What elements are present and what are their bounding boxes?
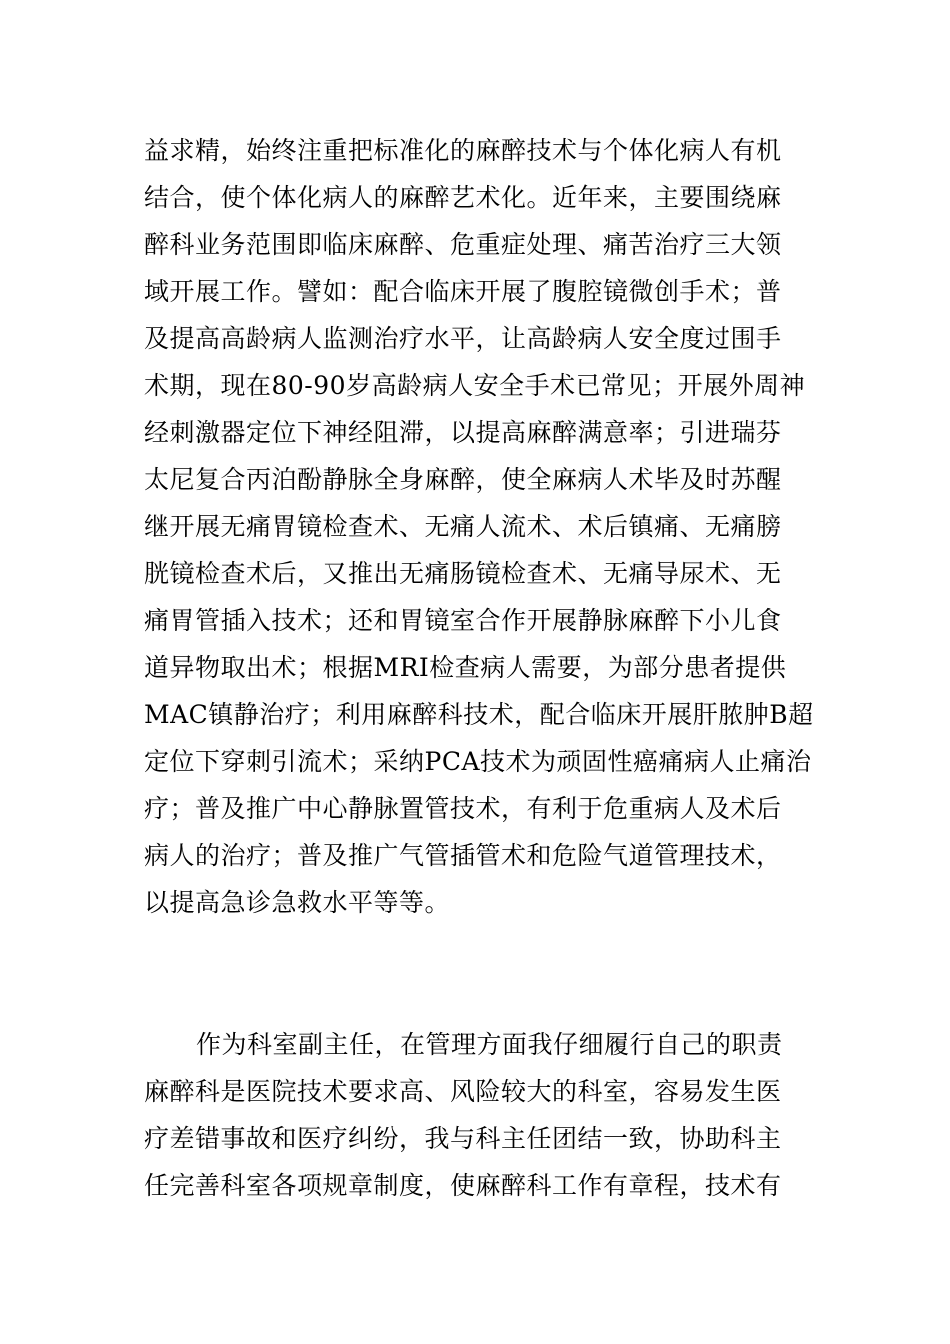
paragraph-1-line: 胱镜检查术后，又推出无痛肠镜检查术、无痛导尿术、无 [144, 559, 782, 588]
paragraph-1-line: 经刺激器定位下神经阻滞，以提高麻醉满意率；引进瑞芬 [144, 418, 782, 447]
paragraph-1-line: 以提高急诊急救水平等等。 [144, 888, 451, 917]
paragraph-1-line: 道异物取出术；根据MRI检查病人需要，为部分患者提供 [144, 653, 787, 682]
paragraph-2-line: 麻醉科是医院技术要求高、风险较大的科室，容易发生医 [144, 1077, 782, 1106]
paragraph-1-line: 疗；普及推广中心静脉置管技术，有利于危重病人及术后 [144, 794, 782, 823]
paragraph-1-line: 及提高高龄病人监测治疗水平，让高龄病人安全度过围手 [144, 324, 782, 353]
paragraph-1-line: 益求精，始终注重把标准化的麻醉技术与个体化病人有机 [144, 136, 782, 165]
paragraph-2-line: 作为科室副主任，在管理方面我仔细履行自己的职责 [196, 1030, 783, 1059]
paragraph-1-line: 醉科业务范围即临床麻醉、危重症处理、痛苦治疗三大领 [144, 230, 782, 259]
paragraph-1-line: 定位下穿刺引流术；采纳PCA技术为顽固性癌痛病人止痛治 [144, 747, 812, 776]
paragraph-1-line: MAC镇静治疗；利用麻醉科技术，配合临床开展肝脓肿B超 [144, 700, 814, 729]
paragraph-1-line: 太尼复合丙泊酚静脉全身麻醉，使全麻病人术毕及时苏醒 [144, 465, 782, 494]
paragraph-1-line: 病人的治疗；普及推广气管插管术和危险气道管理技术， [144, 841, 782, 870]
paragraph-1-line: 继开展无痛胃镜检查术、无痛人流术、术后镇痛、无痛膀 [144, 512, 782, 541]
paragraph-1-line: 结合，使个体化病人的麻醉艺术化。近年来，主要围绕麻 [144, 183, 782, 212]
paragraph-1-line: 痛胃管插入技术；还和胃镜室合作开展静脉麻醉下小儿食 [144, 606, 782, 635]
paragraph-2-line: 疗差错事故和医疗纠纷，我与科主任团结一致，协助科主 [144, 1124, 782, 1153]
paragraph-1-line: 域开展工作。譬如：配合临床开展了腹腔镜微创手术；普 [144, 277, 782, 306]
paragraph-2-line: 任完善科室各项规章制度，使麻醉科工作有章程，技术有 [144, 1171, 782, 1200]
paragraph-1-line: 术期，现在80-90岁高龄病人安全手术已常见；开展外周神 [144, 371, 806, 400]
